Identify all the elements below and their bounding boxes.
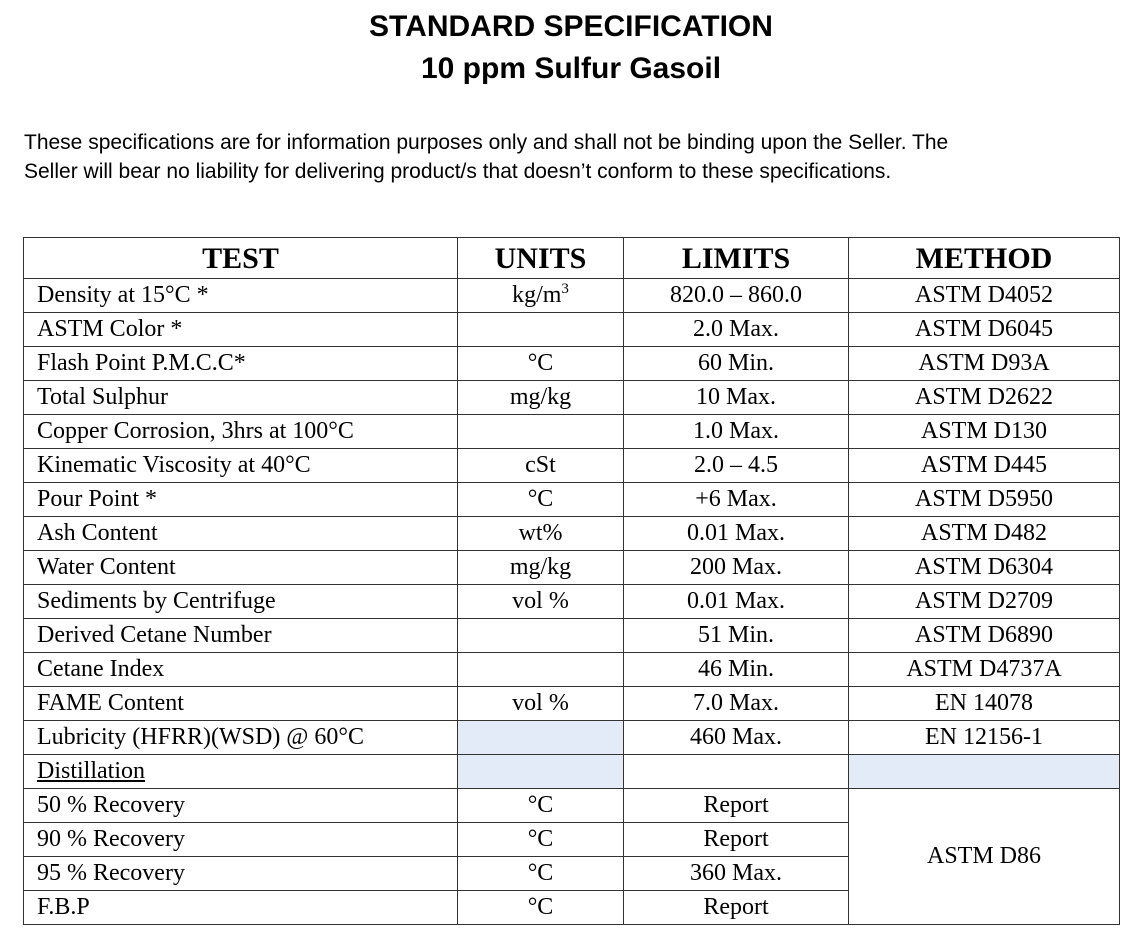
table-header-row (24, 238, 1120, 279)
method-cell: ASTM D93A (849, 347, 1120, 381)
test-cell: Kinematic Viscosity at 40°C (24, 449, 458, 483)
units-cell: °C (458, 857, 624, 891)
table-row (24, 415, 1120, 449)
units-cell (458, 653, 624, 687)
table-row (24, 687, 1120, 721)
test-cell: 50 % Recovery (24, 789, 458, 823)
test-cell: Ash Content (24, 517, 458, 551)
limits-cell: 360 Max. (624, 857, 849, 891)
limits-cell: Report (624, 823, 849, 857)
limits-cell: 46 Min. (624, 653, 849, 687)
table-row (24, 483, 1120, 517)
units-cell: cSt (458, 449, 624, 483)
units-cell: °C (458, 891, 624, 925)
limits-cell (624, 755, 849, 789)
table-row (24, 619, 1120, 653)
test-cell: Cetane Index (24, 653, 458, 687)
table-row (24, 347, 1120, 381)
units-cell (458, 415, 624, 449)
limits-cell: Report (624, 789, 849, 823)
limits-cell: 10 Max. (624, 381, 849, 415)
table-row (24, 585, 1120, 619)
units-cell: wt% (458, 517, 624, 551)
test-cell: Derived Cetane Number (24, 619, 458, 653)
method-cell: ASTM D6890 (849, 619, 1120, 653)
limits-cell: 1.0 Max. (624, 415, 849, 449)
method-cell: EN 12156-1 (849, 721, 1120, 755)
table-row (24, 279, 1120, 313)
document-title: STANDARD SPECIFICATION (369, 10, 773, 43)
limits-cell: 200 Max. (624, 551, 849, 585)
units-cell: vol % (458, 687, 624, 721)
test-cell: Lubricity (HFRR)(WSD) @ 60°C (24, 721, 458, 755)
table-row (24, 381, 1120, 415)
disclaimer-paragraph (24, 128, 1124, 186)
test-cell: Flash Point P.M.C.C* (24, 347, 458, 381)
method-cell: ASTM D445 (849, 449, 1120, 483)
limits-cell: 0.01 Max. (624, 517, 849, 551)
column-header-test: TEST (24, 238, 458, 279)
disclaimer-line: Seller will bear no liability for delivering product/s that doesn’t conform to these specifications. (24, 160, 892, 183)
disclaimer-line: These specifications are for information purposes only and shall not be binding upon the Seller. The (24, 131, 949, 154)
units-cell: vol % (458, 585, 624, 619)
test-cell: Water Content (24, 551, 458, 585)
units-cell: mg/kg (458, 551, 624, 585)
units-cell (458, 279, 624, 313)
units-cell: °C (458, 483, 624, 517)
table-row (24, 313, 1120, 347)
units-cell (458, 619, 624, 653)
units-cell (458, 721, 624, 755)
units-cell (458, 755, 624, 789)
method-cell: ASTM D2709 (849, 585, 1120, 619)
method-cell: EN 14078 (849, 687, 1120, 721)
test-cell: ASTM Color * (24, 313, 458, 347)
method-cell: ASTM D6045 (849, 313, 1120, 347)
method-cell: ASTM D482 (849, 517, 1120, 551)
limits-cell: +6 Max. (624, 483, 849, 517)
document-subtitle: 10 ppm Sulfur Gasoil (420, 52, 722, 85)
units-base: kg/m (512, 282, 562, 308)
column-header-method: METHOD (849, 238, 1120, 279)
table-row (24, 755, 1120, 789)
table-row (24, 789, 1120, 823)
table-row (24, 721, 1120, 755)
test-cell: Density at 15°C * (24, 279, 458, 313)
column-header-limits: LIMITS (624, 238, 849, 279)
limits-cell: 2.0 – 4.5 (624, 449, 849, 483)
test-cell: Total Sulphur (24, 381, 458, 415)
test-cell: Pour Point * (24, 483, 458, 517)
units-cell: °C (458, 823, 624, 857)
limits-cell: 60 Min. (624, 347, 849, 381)
test-cell: 95 % Recovery (24, 857, 458, 891)
limits-cell: 820.0 – 860.0 (624, 279, 849, 313)
units-cell: °C (458, 789, 624, 823)
limits-cell: Report (624, 891, 849, 925)
table-row (24, 517, 1120, 551)
table-row (24, 449, 1120, 483)
method-cell: ASTM D2622 (849, 381, 1120, 415)
limits-cell: 460 Max. (624, 721, 849, 755)
test-cell (24, 755, 458, 789)
test-cell: 90 % Recovery (24, 823, 458, 857)
method-cell: ASTM D86 (849, 789, 1120, 925)
method-cell: ASTM D130 (849, 415, 1120, 449)
method-cell: ASTM D6304 (849, 551, 1120, 585)
limits-cell: 2.0 Max. (624, 313, 849, 347)
limits-cell: 51 Min. (624, 619, 849, 653)
units-superscript: 3 (561, 281, 569, 297)
test-cell: FAME Content (24, 687, 458, 721)
limits-cell: 7.0 Max. (624, 687, 849, 721)
method-cell: ASTM D4052 (849, 279, 1120, 313)
units-cell (458, 313, 624, 347)
test-cell: F.B.P (24, 891, 458, 925)
table-row (24, 551, 1120, 585)
method-cell: ASTM D5950 (849, 483, 1120, 517)
method-cell: ASTM D4737A (849, 653, 1120, 687)
method-cell (849, 755, 1120, 789)
specification-table (23, 237, 1120, 925)
distillation-heading: Distillation (37, 758, 145, 784)
units-cell: °C (458, 347, 624, 381)
test-cell: Sediments by Centrifuge (24, 585, 458, 619)
limits-cell: 0.01 Max. (624, 585, 849, 619)
test-cell: Copper Corrosion, 3hrs at 100°C (24, 415, 458, 449)
column-header-units: UNITS (458, 238, 624, 279)
units-cell: mg/kg (458, 381, 624, 415)
table-row (24, 653, 1120, 687)
